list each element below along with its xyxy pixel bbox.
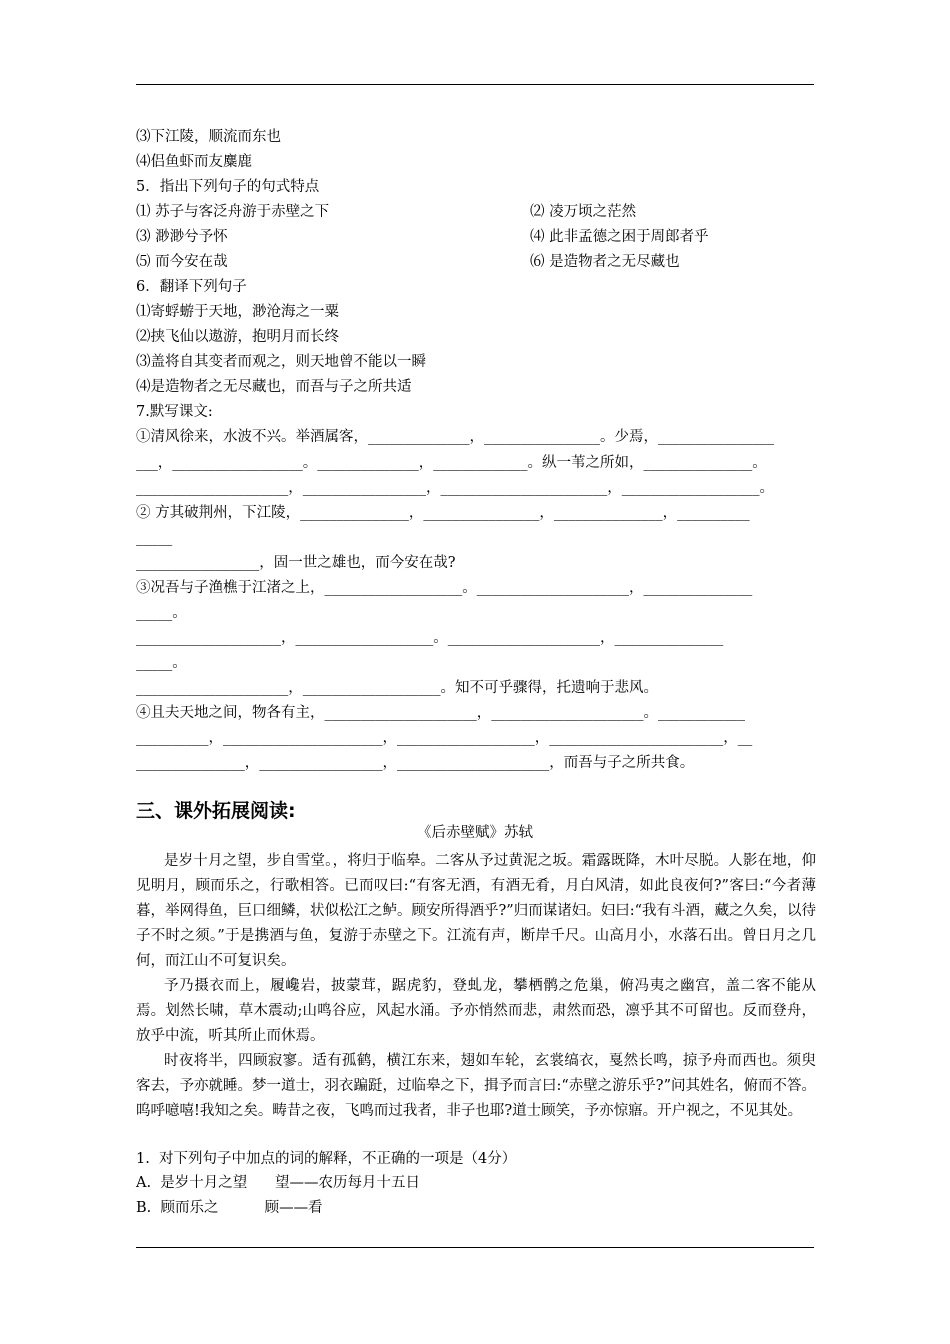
question-6-title: 6．翻译下列句子 <box>136 279 247 295</box>
dictation-line: _____________________，___________________。知不可乎骤得，托遗响于悲风。 <box>136 680 658 696</box>
question-7-title: 7.默写课文: <box>136 404 213 420</box>
dictation-line: ____________________，___________________。_____________________，_______________ <box>136 630 724 646</box>
dictation-line: _________________，固一世之雄也，而今安在哉? <box>136 555 456 571</box>
reading-question-1: 1. 对下列句子中加点的词的解释，不正确的一项是（4分） <box>136 1151 517 1167</box>
dictation-line: __________，______________________，___________________，________________________，__ <box>136 730 753 746</box>
dictation-line: _____________________，_________________，_______________________，___________________。 <box>136 480 774 496</box>
question-5-title: 5．指出下列句子的句式特点 <box>136 179 320 195</box>
passage-paragraph-1: 是岁十月之望，步自雪堂。，将归于临皋。二客从予过黄泥之坂。霜露既降，木叶尽脱。人影在地，仰见明月，顾而乐之，行歌相答。已而叹曰:“有客无酒，有酒无肴，月白风清，如此良夜何?”客曰:“今者薄暮，举网得鱼，巨口细鳞，状似松江之鲈。顾安所得酒乎?”归而谋诸妇。妇曰:“我有斗酒，藏之久矣，以待子不时之须。”于是携酒与鱼，复游于赤壁之下。江流有声，断岸千尺。山高月小，水落石出。曾日月之几何，而江山不可复识矣。 <box>136 853 816 969</box>
question-6-1: ⑴寄蜉蝣于天地，渺沧海之一粟 <box>136 304 339 320</box>
dictation-line: _____ <box>136 530 173 546</box>
question-5-5: ⑸ 而今安在哉 <box>136 254 228 270</box>
question-5-6: ⑹ 是造物者之无尽藏也 <box>530 254 680 270</box>
question-5-3: ⑶ 渺渺兮予怀 <box>136 229 228 245</box>
section-3-heading: 三、课外拓展阅读: <box>136 800 296 822</box>
option-a: A. 是岁十月之望 望——农历每月十五日 <box>136 1175 420 1191</box>
dictation-line: ___，__________________。______________，_____________。纵一苇之所如，_______________。 <box>136 455 767 471</box>
dictation-line: ③况吾与子渔樵于江渚之上，___________________。_____________________，_______________ <box>136 580 753 596</box>
passage-paragraph-3: 时夜将半，四顾寂寥。适有孤鹤，横江东来，翅如车轮，玄裳缟衣，戛然长鸣，掠予舟而西也。须臾客去，予亦就睡。梦一道士，羽衣蹁跹，过临皋之下，揖予而言曰:“赤壁之游乐乎?”问其姓名，俯而不答。呜呼噫嘻!我知之矣。畴昔之夜，飞鸣而过我者，非子也耶?道士顾笑，予亦惊寤。开户视之，不见其处。 <box>136 1053 816 1119</box>
question-6-2: ⑵挟飞仙以遨游，抱明月而长终 <box>136 329 339 345</box>
option-b: B. 顾而乐之 顾——看 <box>136 1200 323 1216</box>
question-6-4: ⑷是造物者之无尽藏也，而吾与子之所共适 <box>136 379 412 395</box>
question-6-3: ⑶盖将自其变者而观之，则天地曾不能以一瞬 <box>136 354 426 370</box>
question-4-3: ⑶下江陵，顺流而东也 <box>136 129 281 145</box>
dictation-line: ④且夫天地之间，物各有主，_____________________，_____________________。____________ <box>136 705 745 721</box>
dictation-line: _____。 <box>136 655 187 671</box>
header-rule <box>136 84 814 85</box>
passage-paragraph-2: 予乃摄衣而上，履巉岩，披蒙茸，踞虎豹，登虬龙，攀栖鹘之危巢，俯冯夷之幽宫，盖二客不能从焉。划然长啸，草木震动;山鸣谷应，风起水涌。予亦悄然而悲，肃然而恐，凛乎其不可留也。反而登舟，放乎中流，听其所止而休焉。 <box>136 978 816 1044</box>
dictation-line: _____。 <box>136 605 187 621</box>
question-5-2: ⑵ 凌万顷之茫然 <box>530 204 637 220</box>
question-5-4: ⑷ 此非孟德之困于周郎者乎 <box>530 229 709 245</box>
question-5-1: ⑴ 苏子与客泛舟游于赤壁之下 <box>136 204 330 220</box>
footer-rule <box>136 1247 814 1248</box>
dictation-line: _______________，_________________，_____________________，而吾与子之所共食。 <box>136 755 695 771</box>
dictation-line: ② 方其破荆州，下江陵，_______________，________________，_______________，__________ <box>136 505 750 521</box>
question-4-4: ⑷侣鱼虾而友麋鹿 <box>136 154 252 170</box>
passage-title: 《后赤壁赋》苏轼 <box>417 825 533 841</box>
dictation-line: ①清风徐来，水波不兴。举酒属客，______________，________________。少焉，________________ <box>136 429 774 445</box>
